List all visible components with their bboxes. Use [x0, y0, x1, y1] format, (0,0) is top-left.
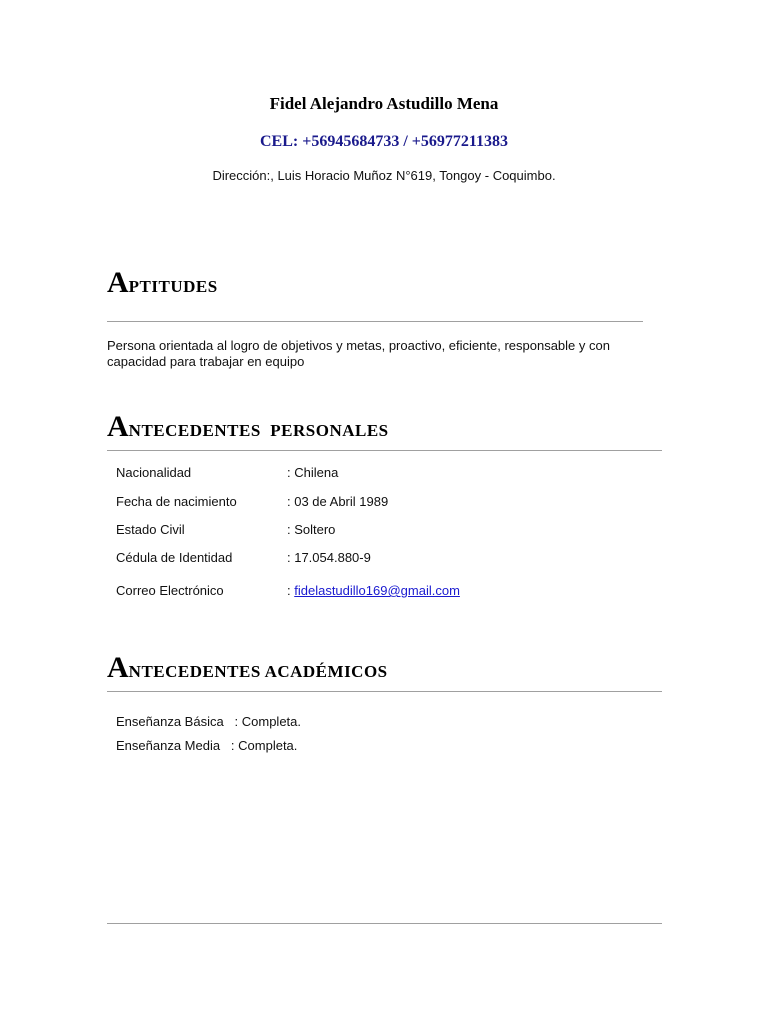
heading-initial: A [107, 266, 129, 299]
info-row-cedula [116, 550, 371, 565]
info-label: Nacionalidad [116, 465, 192, 480]
email-prefix: : [287, 583, 295, 598]
address: Dirección:, Luis Horacio Muñoz N°619, Tongoy - Coquimbo. [212, 168, 556, 183]
info-row-correo [116, 583, 460, 598]
heading-initial: A [107, 651, 129, 684]
info-row-estado-civil [116, 522, 335, 537]
info-value: : 03 de Abril 1989 [287, 494, 389, 509]
info-row-fecha-nacimiento [116, 494, 388, 509]
section-heading-personales [107, 410, 389, 444]
info-label: Correo Electrónico [116, 583, 224, 598]
academic-row-basica [116, 714, 301, 729]
section-divider [107, 450, 662, 451]
heading-rest: NTECEDENTES PERSONALES [128, 421, 389, 440]
info-row-nacionalidad [116, 465, 338, 480]
heading-initial: A [107, 410, 129, 443]
email-link[interactable]: fidelastudillo169@gmail.com [294, 583, 460, 598]
heading-rest: PTITUDES [128, 277, 218, 296]
academic-label: Enseñanza Básica [116, 714, 224, 729]
academic-value: : Completa. [234, 714, 302, 729]
academic-label: Enseñanza Media [116, 738, 221, 753]
academic-row-media [116, 738, 297, 753]
info-label: Fecha de nacimiento [116, 494, 237, 509]
info-value: : Chilena [287, 465, 339, 480]
candidate-name: Fidel Alejandro Astudillo Mena [269, 94, 499, 113]
aptitudes-text: Persona orientada al logro de objetivos y metas, proactivo, eficiente, responsable y con capacidad para trabajar en equipo [107, 338, 610, 369]
section-divider [107, 691, 662, 692]
heading-rest: NTECEDENTES ACADÉMICOS [128, 662, 388, 681]
info-label: Estado Civil [116, 522, 185, 537]
info-value [287, 583, 460, 598]
info-value: : Soltero [287, 522, 336, 537]
phone-numbers: CEL: +56945684733 / +56977211383 [259, 133, 509, 150]
info-label: Cédula de Identidad [116, 550, 233, 565]
info-value: : 17.054.880-9 [287, 550, 371, 565]
section-heading-aptitudes [107, 266, 218, 300]
section-divider [107, 321, 643, 322]
section-heading-academicos [107, 651, 388, 685]
footer-divider [107, 923, 662, 924]
academic-value: : Completa. [230, 738, 298, 753]
